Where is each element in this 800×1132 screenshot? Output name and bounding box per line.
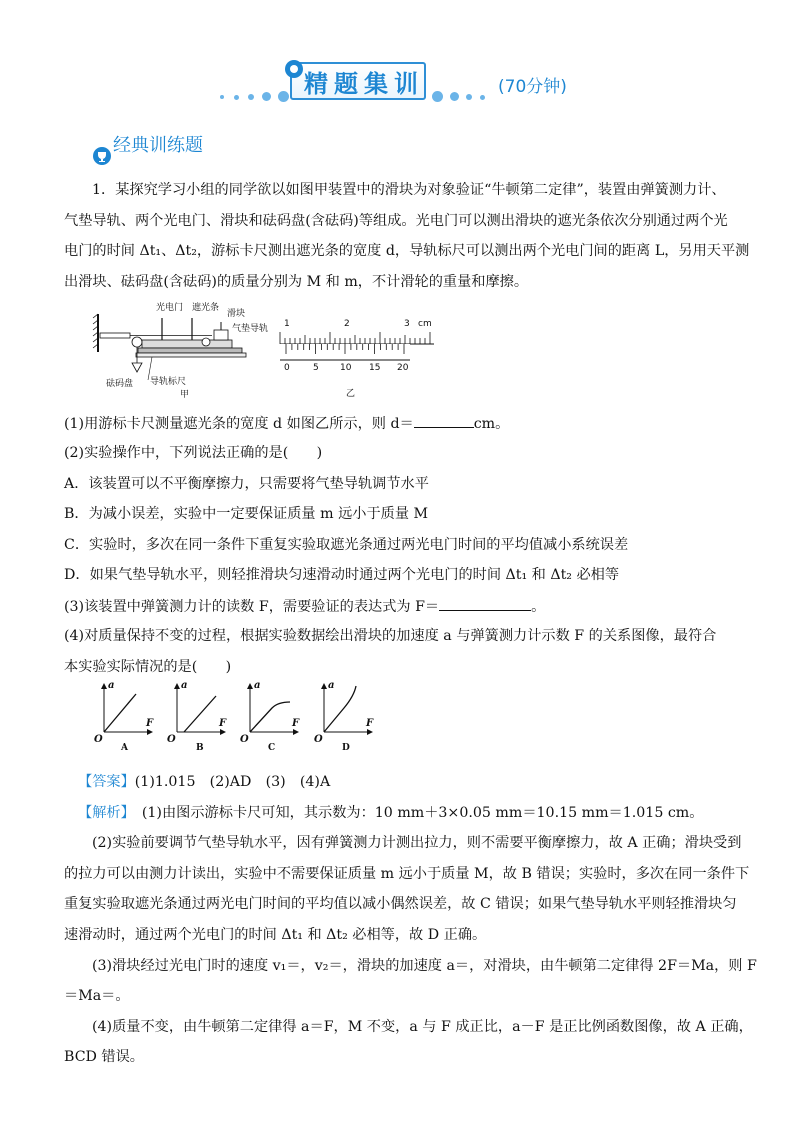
axis-a-label: a (254, 680, 261, 691)
question-intro-line: 出滑块、砝码盘(含砝码)的质量分别为 M 和 m，不计滑轮的重量和摩擦。 (64, 274, 529, 290)
part2-line: (2)实验操作中，下列说法正确的是( ) (64, 445, 323, 461)
axis-f-label: F (292, 718, 300, 729)
figure-caption-jia: 甲 (180, 390, 190, 400)
main-scale-label: 3 (404, 319, 410, 329)
analysis-line: 重复实验取遮光条通过两光电门时间的平均值以减小偶然误差，故 C 错误；如果气垫导轨水平则轻推滑块匀 (64, 896, 737, 912)
graph-label-c: C (268, 743, 276, 753)
banner-badge-icon (283, 58, 305, 80)
answer-tag: 【答案】 (78, 774, 135, 790)
analysis-line: (4)质量不变，由牛顿第二定律得 a＝F，M 不变，a 与 F 成正比，a－F 是正比例函数图像，故 A 正确， (92, 1019, 753, 1035)
vernier-scale-label: 0 (284, 363, 290, 373)
vernier-scale-label: 15 (369, 363, 381, 373)
banner-dots-right (428, 90, 498, 104)
answer-line (78, 772, 758, 792)
answer-text: (1)1.015 (2)AD (3) (4)A (134, 774, 331, 790)
vernier-scale-label: 5 (313, 363, 319, 373)
caliper-figure (276, 312, 446, 402)
label-air-track: 气垫导轨 (232, 324, 269, 334)
graph-option-a (94, 680, 154, 753)
analysis-tag: 【解析】 (78, 805, 128, 821)
part3-end: 。 (531, 599, 546, 615)
graph-label-d: D (342, 743, 350, 753)
graph-option-c (240, 680, 300, 753)
banner-subtitle: (70分钟) (498, 77, 567, 97)
analysis-line: BCD 错误。 (64, 1049, 144, 1065)
graph-options (92, 680, 382, 754)
part1-unit: cm。 (473, 416, 510, 432)
option-b: B．为减小误差，实验中一定要保证质量 m 远小于质量 M (64, 506, 429, 522)
section-title: 经典训练题 (113, 135, 203, 156)
label-track-ruler: 导轨标尺 (150, 377, 187, 387)
axis-f-label: F (366, 718, 374, 729)
part3-blank[interactable] (439, 596, 531, 611)
option-d: D．如果气垫导轨水平，则轻推滑块匀速滑动时通过两个光电门的时间 Δt₁ 和 Δt₂ 必相等 (64, 567, 620, 583)
origin-label: O (314, 734, 323, 745)
origin-label: O (167, 734, 176, 745)
axis-a-label: a (181, 680, 188, 691)
part4-line: 本实验实际情况的是( ) (64, 659, 232, 675)
question-intro-line: 气垫导轨、两个光电门、滑块和砝码盘(含砝码)等组成。光电门可以测出滑块的遮光条依次分别通过两个光 (64, 213, 728, 229)
main-scale-label: 2 (344, 319, 350, 329)
trophy-icon (92, 146, 112, 166)
origin-label: O (94, 734, 103, 745)
analysis-line: (2)实验前要调节气垫导轨水平，因有弹簧测力计测出拉力，则不需要平衡摩擦力，故 A 正确；滑块受到 (92, 835, 742, 851)
banner-dots-left (220, 90, 290, 104)
question-intro-line: 电门的时间 Δt₁、Δt₂，游标卡尺测出遮光条的宽度 d，导轨标尺可以测出两个光电门间的距离 L，另用天平测 (64, 243, 750, 259)
vernier-scale-label: 10 (340, 363, 352, 373)
part3-line (64, 596, 744, 617)
graph-option-d (314, 680, 374, 753)
analysis-line: 速滑动时，通过两个光电门的时间 Δt₁ 和 Δt₂ 必相等，故 D 正确。 (64, 927, 487, 943)
origin-label: O (240, 734, 249, 745)
analysis-text: (1)由图示游标卡尺可知，其示数为：10 mm＋3×0.05 mm＝10.15 mm＝1.015 cm。 (127, 805, 704, 821)
main-scale-unit: cm (418, 319, 432, 329)
part3-text: (3)该装置中弹簧测力计的读数 F，需要验证的表达式为 F＝ (64, 599, 440, 615)
option-c: C．实验时，多次在同一条件下重复实验取遮光条通过两光电门时间的平均值减小系统误差 (64, 537, 629, 553)
analysis-line: ＝Ma＝。 (64, 988, 130, 1004)
banner-title: 精题集训 (304, 70, 424, 98)
part4-line: (4)对质量保持不变的过程，根据实验数据绘出滑块的加速度 a 与弹簧测力计示数 F 的关系图像，最符合 (64, 628, 717, 644)
label-photogate: 光电门 (156, 303, 184, 313)
analysis-line: 的拉力可以由测力计读出，实验中不需要保证质量 m 远小于质量 M，故 B 错误；实验时，多次在同一条件下 (64, 866, 750, 882)
question-intro-line: 1．某探究学习小组的同学欲以如图甲装置中的滑块为对象验证“牛顿第二定律”，装置由弹簧测力计、 (92, 182, 726, 198)
axis-a-label: a (328, 680, 335, 691)
graph-label-a: A (121, 743, 128, 753)
part1-line (64, 413, 744, 434)
graph-option-b (167, 680, 227, 753)
axis-f-label: F (146, 718, 154, 729)
figure-caption-yi: 乙 (346, 389, 356, 399)
part1-text: (1)用游标卡尺测量遮光条的宽度 d 如图乙所示，则 d＝ (64, 416, 414, 432)
axis-f-label: F (219, 718, 227, 729)
main-scale-label: 1 (284, 319, 290, 329)
label-weight-pan: 砝码盘 (106, 379, 134, 389)
graph-label-b: B (196, 743, 204, 753)
analysis-line (78, 803, 758, 823)
label-slider: 滑块 (227, 309, 246, 319)
analysis-line: (3)滑块经过光电门时的速度 v₁＝，v₂＝，滑块的加速度 a＝，对滑块，由牛顿第二定律得 2F＝Ma，则 F (92, 958, 757, 974)
option-a: A．该装置可以不平衡摩擦力，只需要将气垫导轨调节水平 (64, 476, 429, 492)
label-shading-strip: 遮光条 (192, 303, 220, 313)
part1-blank[interactable] (414, 413, 474, 428)
vernier-scale-label: 20 (397, 363, 409, 373)
apparatus-figure (92, 300, 272, 400)
axis-a-label: a (108, 680, 115, 691)
